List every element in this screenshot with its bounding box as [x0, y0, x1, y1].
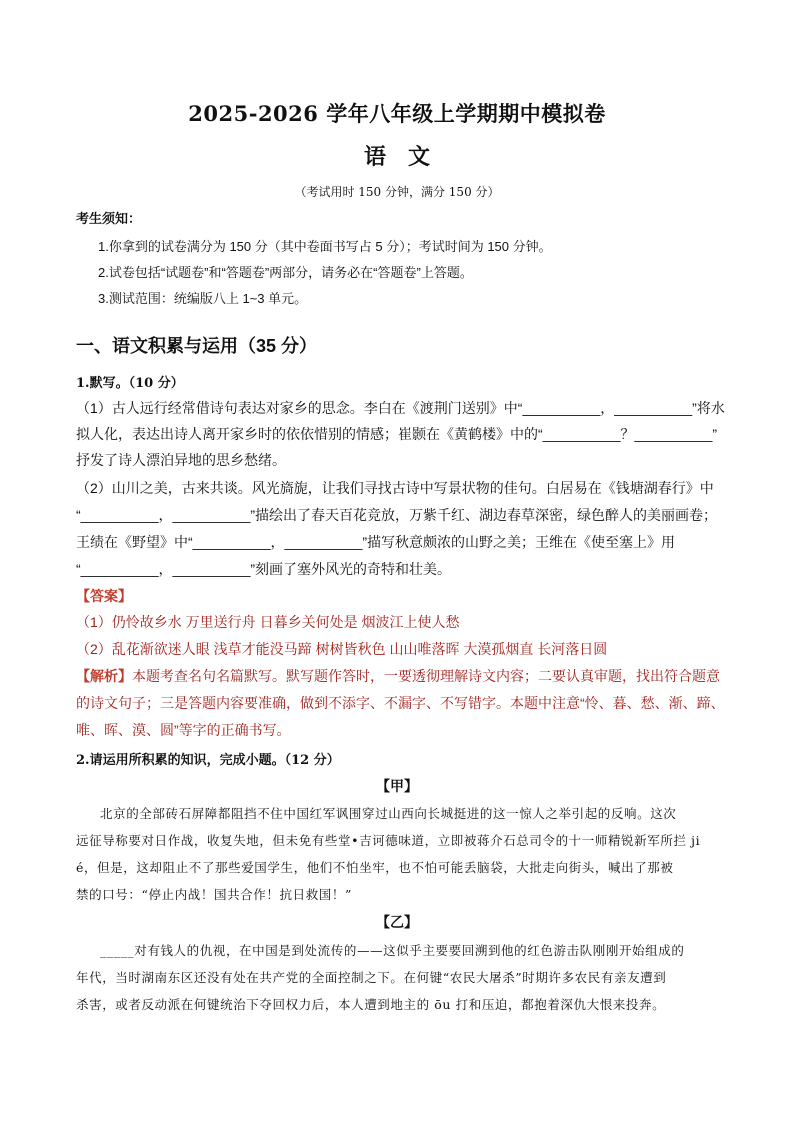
- notice-item: 2.试卷包括“试题卷”和“答题卷”两部分，请务必在“答题卷”上答题。: [98, 265, 473, 280]
- question-line: 抒发了诗人漂泊异地的思乡愁绪。: [76, 452, 286, 468]
- passage-line: 杀害，或者反动派在何键统治下夺回权力后，本人遭到地主的 ōu 打和压迫，都抱着深仇大恨来投奔。: [76, 997, 666, 1012]
- notice-item: 3.测试范围：统编版八上 1~3 单元。: [98, 291, 308, 306]
- passage-line: 禁的口号：“停止内战！国共合作！抗日救国！”: [76, 887, 352, 902]
- section-heading: 一、语文积累与运用（35 分）: [76, 336, 318, 356]
- analysis-line: 唯、晖、漠、圆”等字的正确书写。: [76, 722, 291, 738]
- analysis-line: 的诗文句子；三是答题内容要准确，做到不添字、不漏字、不写错字。本题中注意“怜、暮、愁、渐、蹄、: [76, 695, 725, 711]
- question-line: 拟人化，表达出诗人离开家乡时的依依惜别的情感；崔颢在《黄鹤楼》中的“__________？__________”: [76, 426, 718, 442]
- passage-line: 远征导称要对日作战，收复失地，但未免有些堂•吉诃德味道，立即被蒋介石总司令的十一师精锐新军所拦 ji: [76, 833, 701, 848]
- question-line: 王绩在《野望》中“__________，__________”描写秋意颇浓的山野之美；王维在《使至塞上》用: [76, 534, 676, 550]
- question-1-heading: 1.默写。（10 分）: [76, 376, 184, 391]
- passage-jia-tag: 【甲】: [376, 779, 418, 795]
- passage-line: _____对有钱人的仇视，在中国是到处流传的——这似乎主要要回溯到他的红色游击队刚刚开始组成的: [100, 943, 685, 958]
- answer-tag: 【答案】: [76, 588, 132, 604]
- passage-line: 北京的全部砖石屏障都阻挡不住中国红军讽围穿过山西向长城挺进的这一惊人之举引起的反响。这次: [100, 806, 677, 821]
- analysis-tag: 【解析】: [76, 668, 132, 684]
- question-line: （1）古人远行经常借诗句表达对家乡的思念。李白在《渡荆门送别》中“__________，__________”将水: [76, 400, 725, 416]
- passage-line: 年代，当时湖南东区还没有处在共产党的全面控制之下。在何键“农民大屠杀”时期许多农民有亲友遭到: [76, 970, 667, 985]
- answer-line: （1）仍怜故乡水 万里送行舟 日暮乡关何处是 烟波江上使人愁: [76, 614, 460, 630]
- exam-time-note: （考试用时 150 分钟，满分 150 分）: [294, 185, 500, 199]
- notice-item: 1.你拿到的试卷满分为 150 分（其中卷面书写占 5 分）；考试时间为 150 分钟。: [98, 239, 552, 254]
- analysis-text: 本题考查名句名篇默写。默写题作答时，一要透彻理解诗文内容；二要认真审题，找出符合题意: [132, 668, 720, 684]
- question-2-heading: 2.请运用所积累的知识，完成小题。（12 分）: [76, 753, 340, 768]
- notice-heading: 考生须知：: [76, 212, 142, 227]
- analysis-line-1: [76, 666, 721, 686]
- passage-yi-tag: 【乙】: [376, 915, 418, 931]
- answer-line: （2）乱花渐欲迷人眼 浅草才能没马蹄 树树皆秋色 山山唯落晖 大漠孤烟直 长河落日圆: [76, 641, 608, 657]
- page-title: 2025-2026 学年八年级上学期期中模拟卷: [188, 101, 606, 126]
- subject-title: 语文: [363, 144, 452, 170]
- passage-line: é，但是，这却阻止不了那些爱国学生，他们不怕坐牢，也不怕可能丢脑袋，大批走向街头，喊出了那被: [76, 860, 674, 875]
- question-line: （2）山川之美，古来共谈。风光旖旎，让我们寻找古诗中写景状物的佳句。白居易在《钱塘湖春行》中: [76, 480, 714, 496]
- question-line: “__________，__________”刻画了塞外风光的奇特和壮美。: [76, 561, 452, 577]
- question-line: “__________，__________”描绘出了春天百花竞放，万紫千红、湖边春草深密，绿色醉人的美丽画卷；: [76, 507, 718, 523]
